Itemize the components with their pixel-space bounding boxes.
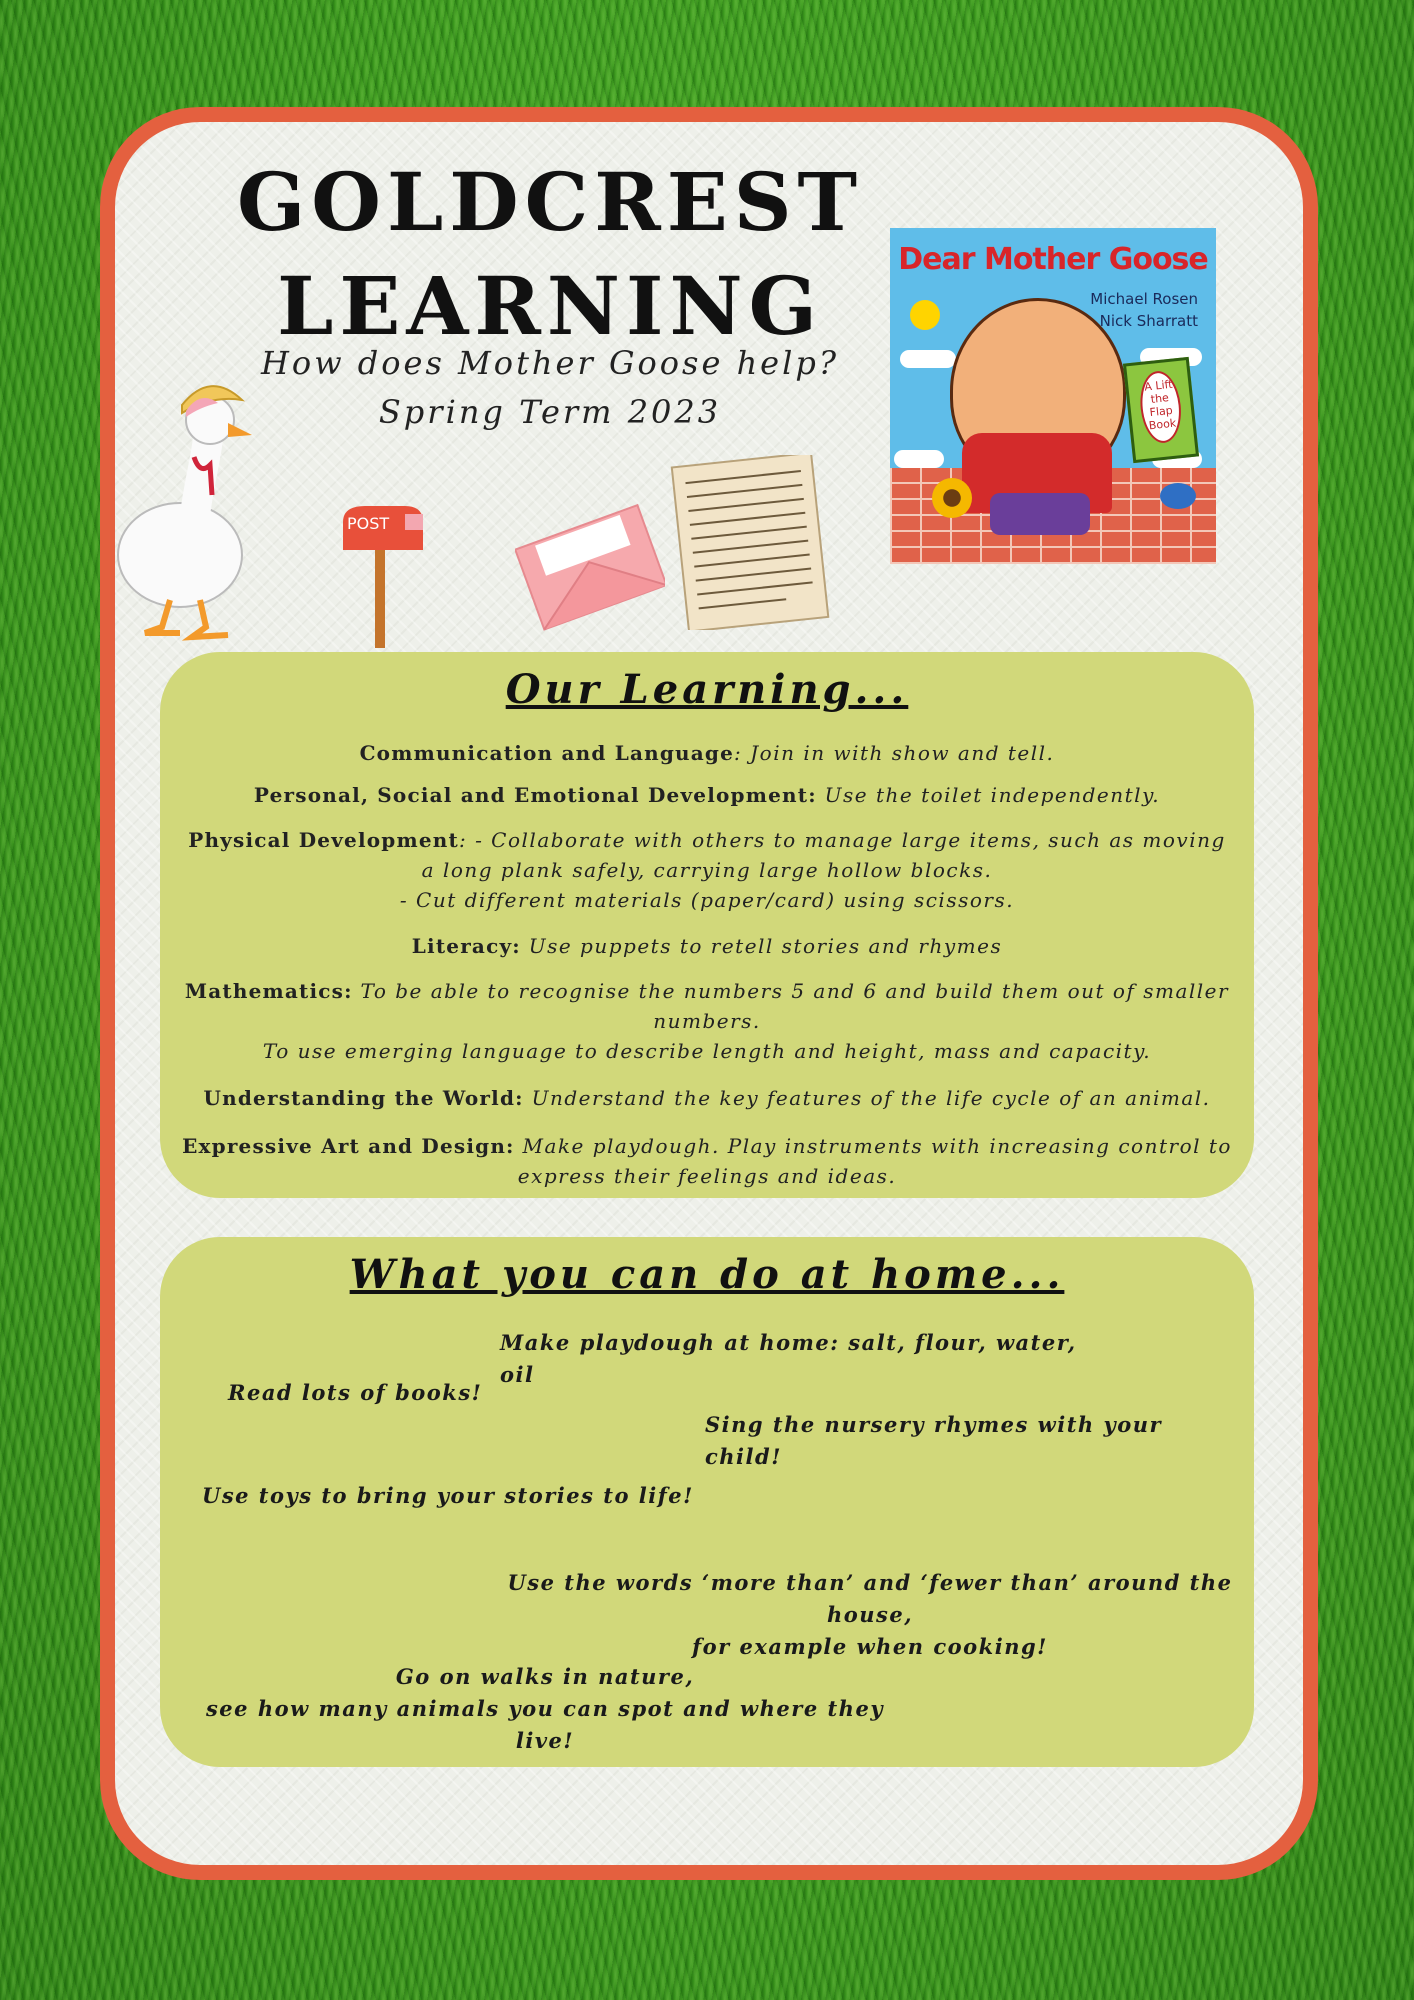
learning-text: : Join in with show and tell. <box>734 741 1055 765</box>
learning-area: Personal, Social and Emotional Development: <box>253 783 817 807</box>
learning-text: Make playdough. Play instruments with increasing control to <box>514 1134 1232 1158</box>
learning-item <box>160 738 1254 768</box>
learning-text: - Cut different materials (paper/card) using scissors. <box>399 888 1015 912</box>
home-tip-line: Use the words ‘more than’ and ‘fewer than’ around the house, <box>507 1570 1233 1627</box>
postbox-icon <box>335 500 435 650</box>
home-panel <box>160 1237 1254 1767</box>
learning-text: : - Collaborate with others to manage large items, such as moving <box>458 828 1226 852</box>
sun-icon <box>910 300 940 330</box>
learning-heading: Our Learning... <box>505 666 909 713</box>
learning-area: Physical Development <box>188 828 459 852</box>
learning-text: Use puppets to retell stories and rhymes <box>520 934 1003 958</box>
envelope-icon <box>515 490 665 640</box>
learning-item <box>160 780 1254 810</box>
learning-text: numbers. <box>653 1009 761 1033</box>
page-subtitle: How does Mother Goose help? <box>261 344 839 382</box>
learning-item <box>160 976 1254 1066</box>
learning-text: To be able to recognise the numbers 5 and 6 and build them out of smaller <box>352 979 1230 1003</box>
learning-item <box>160 1131 1254 1191</box>
learning-area: Expressive Art and Design: <box>182 1134 515 1158</box>
learning-text: a long plank safely, carrying large hollow blocks. <box>421 858 993 882</box>
cloud-icon <box>900 350 956 368</box>
home-tip: Make playdough at home: salt, flour, water, oil <box>500 1330 1077 1387</box>
learning-area: Literacy: <box>411 934 521 958</box>
learning-area: Mathematics: <box>184 979 353 1003</box>
home-tip: Sing the nursery rhymes with your child! <box>705 1412 1163 1469</box>
term-label: Spring Term 2023 <box>378 393 722 431</box>
home-tip-line: Go on walks in nature, <box>395 1664 695 1689</box>
book-author: Michael Rosen <box>1090 290 1198 308</box>
learning-text: express their feelings and ideas. <box>517 1164 897 1188</box>
lift-flap-badge <box>1123 357 1199 463</box>
book-cover <box>890 228 1216 564</box>
flap-label: A Lift the Flap Book <box>1137 369 1184 445</box>
home-tip-line: for example when cooking! <box>692 1634 1048 1659</box>
home-tip <box>490 1567 1250 1663</box>
learning-text: Use the toilet independently. <box>816 783 1161 807</box>
cloud-icon <box>894 450 944 468</box>
home-tip-line: see how many animals you can spot and where they live! <box>205 1696 885 1753</box>
book-title: Dear Mother Goose <box>898 242 1208 277</box>
learning-area: Understanding the World: <box>203 1086 524 1110</box>
home-tip: Read lots of books! <box>228 1380 483 1405</box>
learning-panel <box>160 652 1254 1198</box>
learning-item <box>160 931 1254 961</box>
learning-text: To use emerging language to describe length and height, mass and capacity. <box>262 1039 1152 1063</box>
sunflower-icon <box>932 478 972 518</box>
home-heading: What you can do at home... <box>349 1251 1065 1298</box>
book-illustrator: Nick Sharratt <box>1099 312 1198 330</box>
home-tip: Use toys to bring your stories to life! <box>202 1483 694 1508</box>
home-tip <box>190 1661 900 1757</box>
learning-item <box>160 1083 1254 1113</box>
learning-area: Communication and Language <box>359 741 735 765</box>
bird-icon <box>1160 483 1196 509</box>
learning-item <box>160 825 1254 915</box>
learning-text: Understand the key features of the life cycle of an animal. <box>523 1086 1211 1110</box>
humpty-legs <box>990 493 1090 535</box>
postbox-label: POST <box>347 514 390 533</box>
page-title: GOLDCREST LEARNING <box>236 155 864 353</box>
letter-icon <box>660 455 835 630</box>
goose-icon <box>100 365 260 645</box>
